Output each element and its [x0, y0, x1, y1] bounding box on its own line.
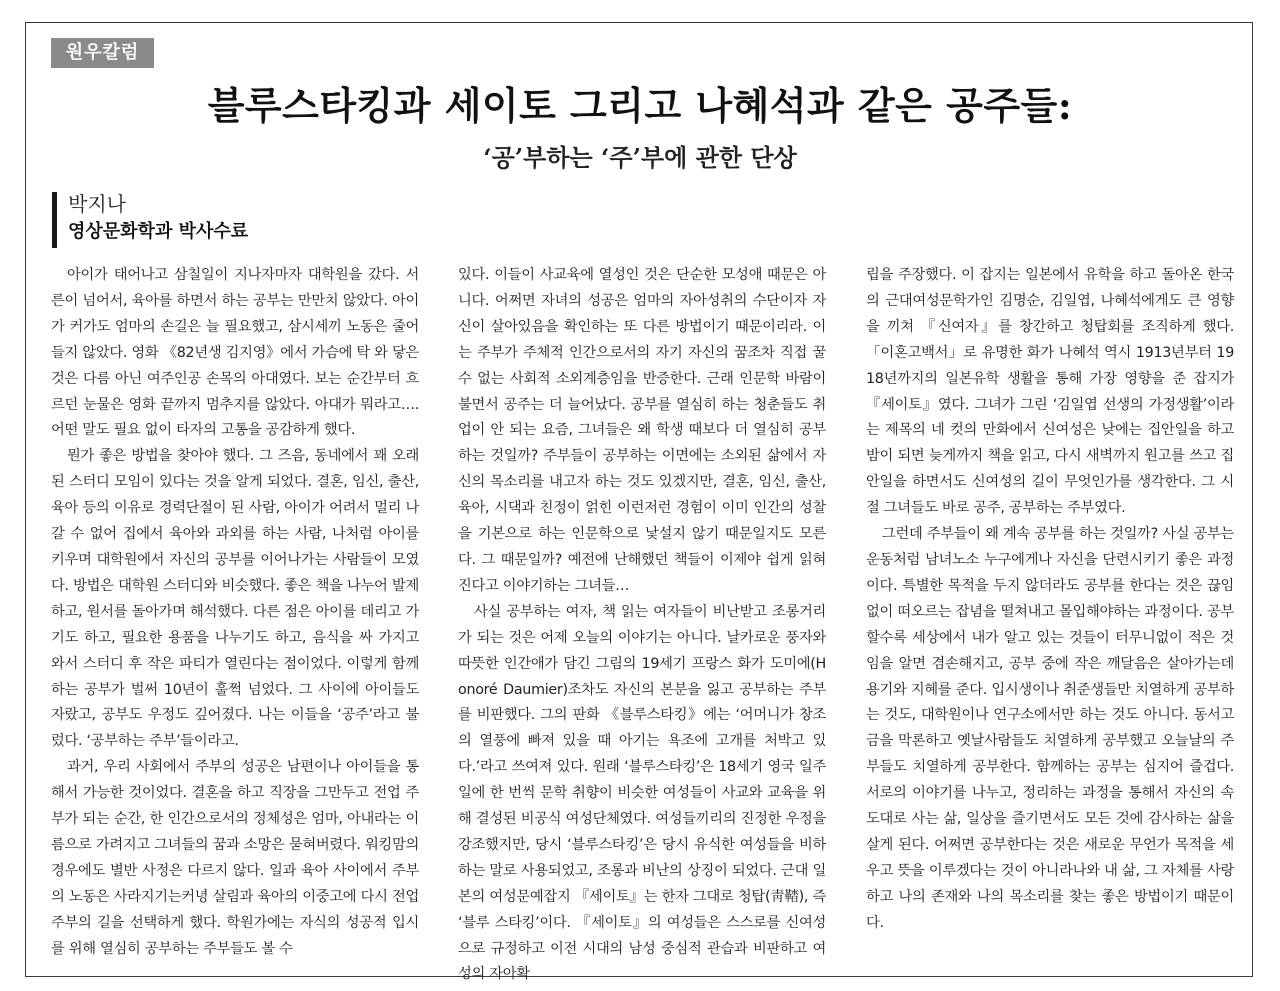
article-subtitle: ‘공’부하는 ‘주’부에 관한 단상 [483, 143, 797, 172]
paragraph: 립을 주장했다. 이 잡지는 일본에서 유학을 하고 돌아온 한국의 근대여성문학가인 김명순, 김일엽, 나혜석에게도 큰 영향을 끼쳐 『신여자』를 창간하고 청탑회를 조직하게 했다. 「이혼고백서」로 유명한 화가 나혜석 역시 1913년부터 1918년까지의 일본유학 생활을 통해 가장 영향을 준 잡지가 『세이토』였다. 그녀가 그린 ‘김일엽 선생의 가정생활’이라는 제목의 네 컷의 만화에서 신여성은 낮에는 집안일을 하고 밤이 되면 늦게까지 책을 읽고, 다시 새벽까지 원고를 쓰고 집안일을 하면서도 신여성의 길이 무엇인가를 생각한다. 그 시절 그녀들도 바로 공주, 공부하는 주부였다. [866, 267, 1234, 517]
byline-bar [52, 192, 57, 248]
byline [52, 190, 452, 248]
text-column-1 [51, 263, 419, 957]
paragraph: 그런데 주부들이 왜 계속 공부를 하는 것일까? 사실 공부는 운동처럼 남녀노소 누구에게나 자신을 단련시키기 좋은 과정이다. 특별한 목적을 두지 않더라도 공부를 한다는 것은 끊임없이 떠오르는 잡념을 떨쳐내고 몰입해야하는 과정이다. 공부할수록 세상에서 내가 알고 있는 것들이 터무니없이 적은 것임을 알면 겸손해지고, 공부 중에 작은 깨달음은 살아가는데 용기와 지혜를 준다. 입시생이나 취준생들만 치열하게 공부하는 것도, 대학원이나 연구소에서만 하는 것도 아니다. 동서고금을 막론하고 옛날사람들도 치열하게 공부했고 오늘날의 주부들도 치열하게 공부한다. 함께하는 공부는 심지어 즐겁다. 서로의 이야기를 나누고, 정리하는 과정을 통해서 자신의 속도대로 사는 삶, 일상을 즐기면서도 모든 것에 감사하는 삶을 살게 된다. 어쩌면 공부한다는 것은 새로운 무언가 목적을 세우고 뜻을 이루겠다는 것이 아니라나와 내 삶, 그 자체를 사랑하고 나의 존재와 나의 목소리를 찾는 좋은 방법이기 때문이다. [866, 526, 1234, 931]
paragraph: 사실 공부하는 여자, 책 읽는 여자들이 비난받고 조롱거리가 되는 것은 어제 오늘의 이야기는 아니다. 날카로운 풍자와 따뜻한 인간애가 담긴 그림의 19세기 프랑스 화가 도미에(Honoré Daumier)조차도 자신의 본분을 잃고 공부하는 주부를 비판했다. 그의 판화 《블루스타킹》에는 ‘어머니가 창조의 열풍에 빠져 있을 때 아기는 욕조에 고개를 처박고 있다.’라고 쓰여져 있다. 원래 ‘블루스타킹’은 18세기 영국 일주일에 한 번씩 문학 취향이 비슷한 여성들이 사교와 교육을 위해 결성된 비공식 여성단체였다. 여성들끼리의 진정한 우정을 강조했지만, 당시 ‘블루스타킹’은 당시 유식한 여성들을 비하하는 말로 사용되었고, 조롱과 비난의 상징이 되었다. 근대 일본의 여성문예잡지 『세이토』는 한자 그대로 청탑(靑鞜), 즉 ‘블루 스타킹’이다. 『세이토』의 여성들은 스스로를 신여성으로 규정하고 이전 시대의 남성 중심적 관습과 비판하고 여성의 자아확 [458, 603, 826, 983]
paragraph: 뭔가 좋은 방법을 찾아야 했다. 그 즈음, 동네에서 꽤 오래된 스터디 모임이 있다는 것을 알게 되었다. 결혼, 임신, 출산, 육아 등의 이유로 경력단절이 된 사람, 아이가 어려서 멀리 나갈 수 없어 집에서 육아와 과외를 하는 사람, 나처럼 아이를 키우며 대학원에서 자신의 공부를 이어나가는 사람들이 모였다. 방법은 대학원 스터디와 비슷했다. 좋은 책을 나누어 발제하고, 원서를 돌아가며 해석했다. 다른 점은 아이를 데리고 가기도 하고, 필요한 용품을 나누기도 하고, 음식을 싸 가지고 와서 스터디 후 작은 파티가 열린다는 점이었다. 이렇게 함께하는 공부가 벌써 10년이 훌쩍 넘었다. 그 사이에 아이들도 자랐고, 공부도 우정도 깊어졌다. 나는 이들을 ‘공주’라고 불렀다. ‘공부하는 주부’들이라고. [51, 448, 419, 750]
paragraph: 있다. 이들이 사교육에 열성인 것은 단순한 모성애 때문은 아니다. 어쩌면 자녀의 성공은 엄마의 자아성취의 수단이자 자신이 살아있음을 확인하는 또 다른 방법이기 때문이리라. 이는 주부가 주체적 인간으로서의 자기 자신의 꿈조차 직접 꿀 수 없는 사회적 소외계층임을 반증한다. 근래 인문학 바람이 불면서 공주는 더 늘어났다. 공부를 열심히 하는 청춘들도 취업이 안 되는 요즘, 그녀들은 왜 학생 때보다 더 열심히 공부하는 것일까? 주부들이 공부하는 이면에는 소외된 삶에서 자신의 목소리를 내고자 하는 것도 있겠지만, 결혼, 임신, 출산, 육아, 시댁과 친정이 얽힌 이런저런 경험이 이미 인간의 성찰을 기본으로 하는 인문학으로 낯설지 않기 때문일지도 모른다. 그 때문일까? 예전에 난해했던 책들이 이제야 쉽게 읽혀진다고 이야기하는 그녀들… [458, 267, 826, 594]
author-affiliation: 영상문화학과 박사수료 [68, 221, 249, 242]
article-title: 블루스타킹과 세이토 그리고 나혜석과 같은 공주들: [207, 83, 1073, 128]
column-tag: 원우칼럼 [51, 38, 154, 68]
text-column-2 [458, 263, 826, 983]
paragraph: 아이가 태어나고 삼칠일이 지나자마자 대학원을 갔다. 서른이 넘어서, 육아를 하면서 하는 공부는 만만치 않았다. 아이가 커가도 엄마의 손길은 늘 필요했고, 삼시세끼 노동은 줄어들지 않았다. 영화 《82년생 김지영》에서 가슴에 탁 와 닿은 것은 다름 아닌 여주인공 손목의 아대였다. 보는 순간부터 흐르던 눈물은 영화 끝까지 멈추지를 않았다. 아대가 뭐라고…. 어떤 말도 필요 없이 타자의 고통을 공감하게 했다. [51, 267, 419, 439]
paragraph: 과거, 우리 사회에서 주부의 성공은 남편이나 아이들을 통해서 가능한 것이었다. 결혼을 하고 직장을 그만두고 전업 주부가 되는 순간, 한 인간으로서의 정체성은 엄마, 아내라는 이름으로 가려지고 그녀들의 꿈과 소망은 묻혀버렸다. 워킹맘의 경우에도 별반 사정은 다르지 않다. 일과 육아 사이에서 주부의 노동은 사라지기는커녕 살림과 육아의 이중고에 다시 전업 주부의 길을 선택하게 했다. 학원가에는 자식의 성공적 입시를 위해 열심히 공부하는 주부들도 볼 수 [51, 759, 419, 957]
text-column-3 [866, 263, 1234, 953]
author-name: 박지나 [68, 192, 126, 216]
